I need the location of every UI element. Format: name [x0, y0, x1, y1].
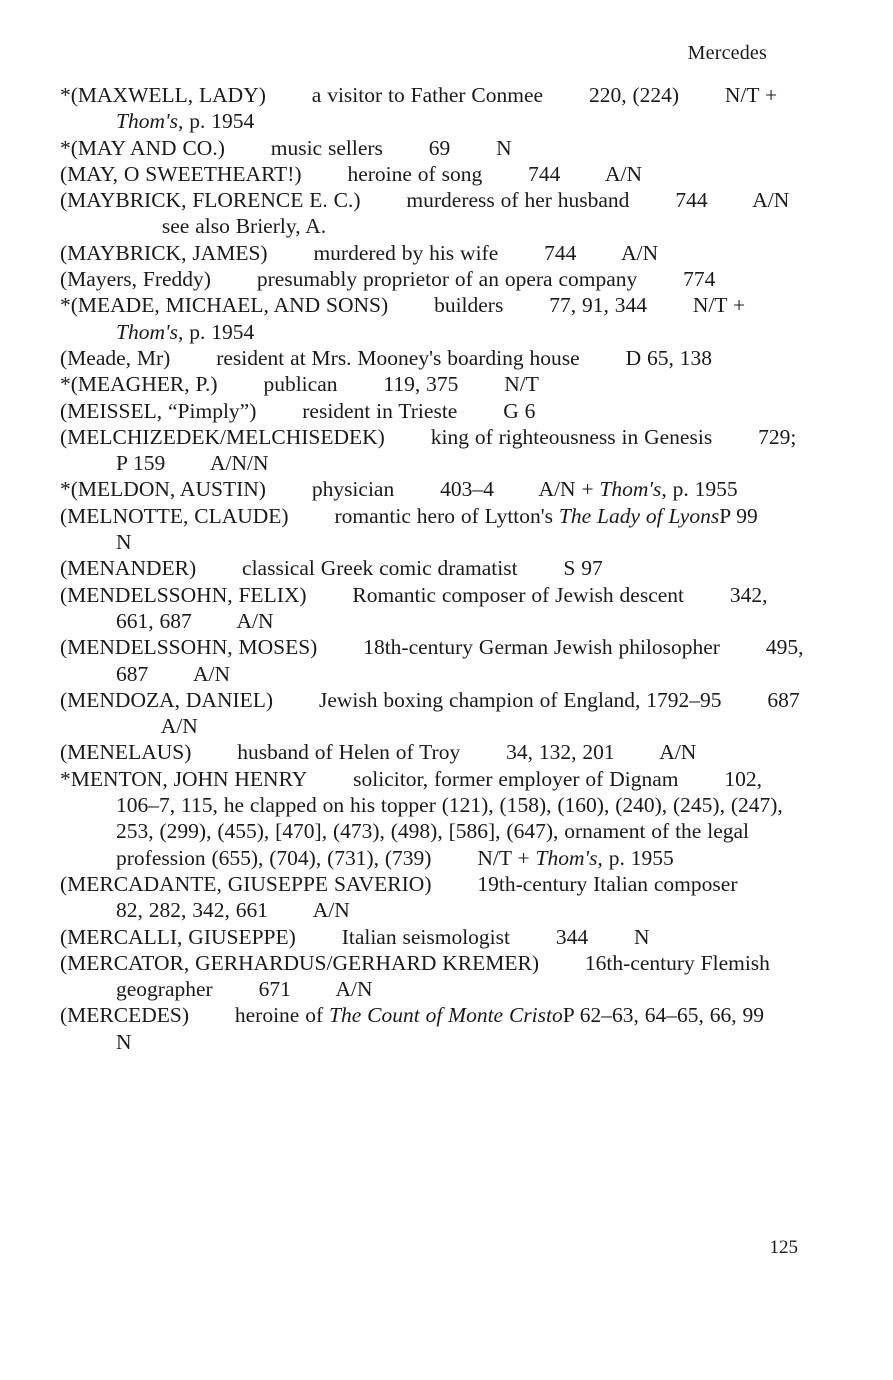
entry-segment: romantic hero of Lytton's — [334, 503, 559, 528]
entry-segment: N/T + — [692, 293, 746, 318]
entry-segment: 744 — [528, 161, 561, 186]
entry-segment: 495, 687 — [116, 635, 804, 686]
index-entry — [60, 871, 805, 924]
entry-segment: (MELNOTTE, CLAUDE) — [60, 503, 289, 528]
entry-segment: 774 — [683, 267, 716, 292]
index-entry — [60, 292, 805, 345]
entry-segment: (MELCHIZEDEK/MELCHISEDEK) — [60, 424, 385, 449]
italic-title: Thom's, — [116, 109, 184, 134]
entry-segment: (Meade, Mr) — [60, 345, 171, 370]
entry-segment: 344 — [555, 924, 589, 949]
entry-segment: A/N — [659, 740, 697, 765]
entry-segment: see also Brierly, A. — [161, 214, 327, 239]
entry-segment: 342, 661, 687 — [116, 582, 768, 633]
italic-title: The Count of Monte Cristo — [329, 1003, 563, 1028]
index-entry — [60, 950, 805, 1003]
entry-segment: physician — [311, 477, 395, 502]
entry-segment: D 65, 138 — [625, 345, 712, 370]
index-entry — [60, 582, 805, 635]
entry-segment: N — [116, 1029, 132, 1054]
index-entry — [60, 634, 805, 687]
index-entry — [60, 187, 805, 240]
entry-segment: A/N — [236, 608, 274, 633]
index-entry — [60, 240, 805, 266]
entry-segment: 16th-century Flemish geographer — [116, 950, 770, 1002]
entry-segment: N — [496, 135, 512, 160]
entry-segment: Romantic composer of Jewish descent — [352, 582, 685, 607]
entry-segment: 77, 91, 344 — [549, 293, 647, 318]
index-entry — [60, 371, 805, 397]
entry-segment: 403–4 — [440, 477, 494, 502]
entry-segment: N/T + — [477, 845, 536, 870]
entry-segment: classical Greek comic dramatist — [242, 556, 518, 581]
entry-segment: 687 — [767, 687, 800, 712]
index-entry — [60, 266, 805, 292]
entry-segment: (MAYBRICK, FLORENCE E. C.) — [60, 188, 361, 213]
entry-segment: (MENDELSSOHN, FELIX) — [60, 582, 307, 607]
italic-title: Thom's, — [535, 845, 603, 870]
entry-segment: 18th-century German Jewish philosopher — [363, 635, 720, 660]
entry-segment: (MENELAUS) — [60, 740, 192, 765]
index-entry — [60, 739, 805, 765]
page-number: 125 — [769, 1237, 798, 1258]
entry-segment: heroine of song — [347, 161, 483, 186]
entry-segment: A/N — [312, 898, 350, 923]
index-entry — [60, 555, 805, 581]
entry-segment: *(MEAGHER, P.) — [60, 372, 218, 397]
entry-segment: S 97 — [563, 556, 603, 581]
entry-segment: resident at Mrs. Mooney's boarding house — [216, 345, 580, 370]
entry-segment: N — [634, 924, 650, 949]
entry-segment: (Mayers, Freddy) — [60, 267, 211, 292]
index-entry — [60, 161, 805, 187]
entry-segment: p. 1955 — [666, 477, 738, 502]
entry-segment: P 99 — [719, 503, 758, 528]
entry-segment: 744 — [675, 188, 708, 213]
entry-segment: P 62–63, 64–65, 66, 99 — [562, 1003, 765, 1028]
entry-segment: Jewish boxing champion of England, 1792–95 — [318, 687, 722, 712]
index-entry — [60, 503, 805, 556]
index-entry — [60, 398, 805, 424]
index-entry — [60, 687, 805, 740]
entry-segment: p. 1955 — [602, 845, 674, 870]
entry-segment: 19th-century Italian composer — [477, 871, 738, 896]
entry-segment: solicitor, former employer of Dignam — [353, 766, 679, 791]
entry-segment: (MERCALLI, GIUSEPPE) — [60, 924, 296, 949]
entry-segment: (MERCADANTE, GIUSEPPE SAVERIO) — [60, 871, 432, 896]
entry-segment: (MENDELSSOHN, MOSES) — [60, 635, 318, 660]
entry-segment: publican — [263, 372, 338, 397]
entry-segment: presumably proprietor of an opera company — [256, 267, 638, 292]
entry-segment: G 6 — [503, 398, 536, 423]
running-head: Mercedes — [687, 42, 767, 64]
entry-segment: A/N — [160, 714, 198, 739]
entry-segment: p. 1954 — [183, 319, 255, 344]
index-entry — [60, 345, 805, 371]
entry-segment: (MENDOZA, DANIEL) — [60, 687, 274, 712]
entry-segment: 220, (224) — [588, 83, 680, 107]
entry-segment: heroine of — [234, 1003, 330, 1028]
entry-segment: 671 — [258, 977, 291, 1002]
italic-title: Thom's, — [116, 319, 184, 344]
entry-segment: A/N — [621, 240, 659, 265]
entry-segment: A/N + — [538, 477, 600, 502]
entry-segment: *(MEADE, MICHAEL, AND SONS) — [60, 293, 389, 318]
entry-segment: A/N/N — [210, 451, 269, 476]
entry-segment: A/N — [192, 661, 230, 686]
entry-segment: *(MELDON, AUSTIN) — [60, 477, 266, 502]
entry-segment: builders — [434, 293, 504, 318]
index-entry — [60, 135, 805, 161]
italic-title: The Lady of Lyons — [558, 503, 720, 528]
entry-segment: A/N — [752, 188, 790, 213]
entry-segment: (MENANDER) — [60, 556, 197, 581]
entry-segment: *MENTON, JOHN HENRY — [60, 766, 308, 791]
entry-segment: (MEISSEL, “Pimply”) — [60, 398, 257, 423]
entry-segment: 744 — [544, 240, 577, 265]
entry-segment: 82, 282, 342, 661 — [116, 898, 268, 923]
entry-segment: murdered by his wife — [313, 240, 499, 265]
index-entry — [60, 476, 805, 502]
entry-segment: 119, 375 — [383, 372, 459, 397]
entry-segment: *(MAY AND CO.) — [60, 135, 225, 160]
entry-segment: king of righteousness in Genesis — [430, 424, 713, 449]
entry-segment: a visitor to Father Conmee — [311, 83, 544, 107]
entry-segment: N/T — [504, 372, 539, 397]
entry-segment: Italian seismologist — [341, 924, 510, 949]
entry-segment: 34, 132, 201 — [506, 740, 615, 765]
entry-segment: (MAY, O SWEETHEART!) — [60, 161, 302, 186]
index-entry — [60, 924, 805, 950]
entry-segment: (MAYBRICK, JAMES) — [60, 240, 268, 265]
entry-segment: N — [116, 530, 132, 555]
entry-segment: *(MAXWELL, LADY) — [60, 83, 266, 107]
entry-segment: husband of Helen of Troy — [237, 740, 461, 765]
index-entries — [60, 82, 805, 1055]
entry-segment: 69 — [428, 135, 451, 160]
entry-segment: A/N — [605, 161, 643, 186]
italic-title: Thom's, — [599, 477, 667, 502]
entry-segment: murderess of her husband — [406, 188, 630, 213]
index-entry — [60, 766, 805, 871]
entry-segment: resident in Trieste — [302, 398, 458, 423]
entry-segment: 729; P 159 — [116, 424, 797, 476]
entry-segment: A/N — [335, 977, 373, 1002]
index-entry — [60, 82, 805, 135]
entry-segment: (MERCATOR, GERHARDUS/GERHARD KREMER) — [60, 950, 540, 975]
entry-segment: p. 1954 — [183, 109, 255, 134]
entry-segment: N/T + — [724, 83, 778, 107]
entry-segment: 102, 106–7, 115, he clapped on his topper (121), (158), (160), (240), (245), (247), 253, (299), (455), [470], (473), (498), [586], (647), ornament of the legal profession (655), (704), (731), (739) — [116, 766, 783, 870]
entry-segment: music sellers — [270, 135, 383, 160]
index-entry — [60, 1002, 805, 1055]
entry-segment: (MERCEDES) — [60, 1003, 189, 1028]
index-entry — [60, 424, 805, 477]
